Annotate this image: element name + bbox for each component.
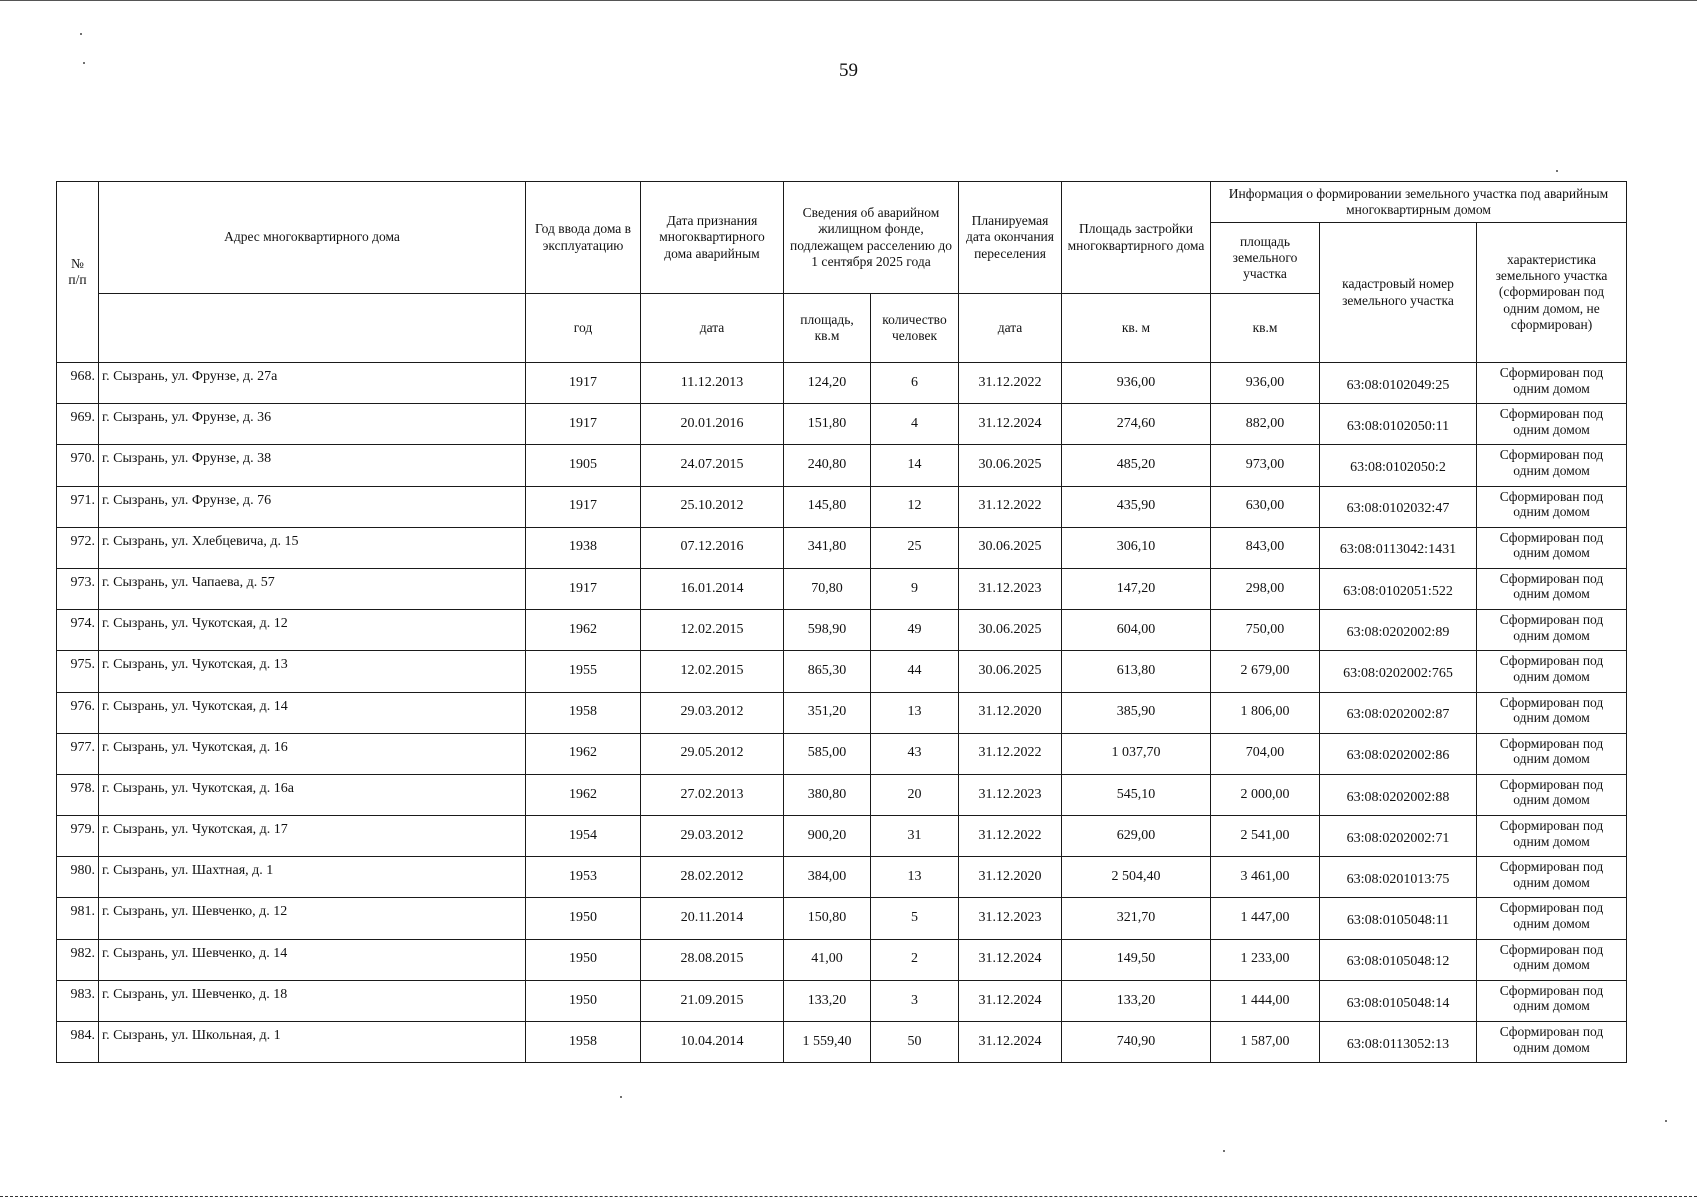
land-area-cell: 704,00 bbox=[1211, 733, 1320, 774]
recognition-date-cell: 28.08.2015 bbox=[641, 939, 784, 980]
land-characteristic-cell: Сформирован под одним домом bbox=[1477, 445, 1627, 486]
header-planned-date: Планируемая дата окончания переселения bbox=[959, 182, 1062, 294]
year-cell: 1950 bbox=[526, 939, 641, 980]
row-number: 977. bbox=[57, 733, 99, 774]
people-count-cell: 44 bbox=[871, 651, 959, 692]
area-cell: 865,30 bbox=[784, 651, 871, 692]
recognition-date-cell: 29.05.2012 bbox=[641, 733, 784, 774]
header-land-area: площадь земельного участка bbox=[1211, 223, 1320, 294]
area-cell: 133,20 bbox=[784, 980, 871, 1021]
scan-edge-bottom bbox=[0, 1196, 1697, 1197]
building-area-cell: 2 504,40 bbox=[1062, 857, 1211, 898]
planned-date-cell: 30.06.2025 bbox=[959, 610, 1062, 651]
planned-date-cell: 31.12.2024 bbox=[959, 404, 1062, 445]
row-number: 973. bbox=[57, 568, 99, 609]
area-cell: 145,80 bbox=[784, 486, 871, 527]
table-row bbox=[57, 774, 1627, 815]
land-area-cell: 2 679,00 bbox=[1211, 651, 1320, 692]
cadastral-number-cell: 63:08:0201013:75 bbox=[1320, 857, 1477, 898]
year-cell: 1917 bbox=[526, 486, 641, 527]
table-row bbox=[57, 651, 1627, 692]
cadastral-number-cell: 63:08:0102050:2 bbox=[1320, 445, 1477, 486]
planned-date-cell: 31.12.2024 bbox=[959, 1022, 1062, 1063]
cadastral-number-cell: 63:08:0105048:12 bbox=[1320, 939, 1477, 980]
year-cell: 1954 bbox=[526, 816, 641, 857]
area-cell: 585,00 bbox=[784, 733, 871, 774]
recognition-date-cell: 16.01.2014 bbox=[641, 568, 784, 609]
recognition-date-cell: 07.12.2016 bbox=[641, 527, 784, 568]
land-characteristic-cell: Сформирован под одним домом bbox=[1477, 610, 1627, 651]
people-count-cell: 3 bbox=[871, 980, 959, 1021]
header-address-blank bbox=[99, 294, 526, 363]
people-count-cell: 20 bbox=[871, 774, 959, 815]
area-cell: 900,20 bbox=[784, 816, 871, 857]
area-cell: 150,80 bbox=[784, 898, 871, 939]
year-cell: 1955 bbox=[526, 651, 641, 692]
building-area-cell: 133,20 bbox=[1062, 980, 1211, 1021]
address-cell: г. Сызрань, ул. Шахтная, д. 1 bbox=[99, 857, 526, 898]
building-area-cell: 1 037,70 bbox=[1062, 733, 1211, 774]
land-characteristic-cell: Сформирован под одним домом bbox=[1477, 651, 1627, 692]
land-area-cell: 298,00 bbox=[1211, 568, 1320, 609]
recognition-date-cell: 12.02.2015 bbox=[641, 651, 784, 692]
recognition-date-cell: 25.10.2012 bbox=[641, 486, 784, 527]
address-cell: г. Сызрань, ул. Чукотская, д. 12 bbox=[99, 610, 526, 651]
cadastral-number-cell: 63:08:0105048:11 bbox=[1320, 898, 1477, 939]
land-area-cell: 936,00 bbox=[1211, 363, 1320, 404]
year-cell: 1953 bbox=[526, 857, 641, 898]
people-count-cell: 43 bbox=[871, 733, 959, 774]
header-land-char: характеристика земельного участка (сформирован под одним домом, не сформирован) bbox=[1477, 223, 1627, 363]
building-area-cell: 149,50 bbox=[1062, 939, 1211, 980]
cadastral-number-cell: 63:08:0102050:11 bbox=[1320, 404, 1477, 445]
scan-speck bbox=[1556, 170, 1558, 172]
recognition-date-cell: 24.07.2015 bbox=[641, 445, 784, 486]
area-cell: 41,00 bbox=[784, 939, 871, 980]
table-row bbox=[57, 898, 1627, 939]
cadastral-number-cell: 63:08:0202002:89 bbox=[1320, 610, 1477, 651]
land-area-cell: 1 233,00 bbox=[1211, 939, 1320, 980]
row-number: 968. bbox=[57, 363, 99, 404]
row-number: 970. bbox=[57, 445, 99, 486]
row-number: 980. bbox=[57, 857, 99, 898]
year-cell: 1950 bbox=[526, 980, 641, 1021]
row-number: 969. bbox=[57, 404, 99, 445]
planned-date-cell: 31.12.2024 bbox=[959, 939, 1062, 980]
area-cell: 1 559,40 bbox=[784, 1022, 871, 1063]
cadastral-number-cell: 63:08:0105048:14 bbox=[1320, 980, 1477, 1021]
table-row bbox=[57, 568, 1627, 609]
building-area-cell: 604,00 bbox=[1062, 610, 1211, 651]
header-cadastral: кадастровый номер земельного участка bbox=[1320, 223, 1477, 363]
area-cell: 70,80 bbox=[784, 568, 871, 609]
header-people-unit: количество человек bbox=[871, 294, 959, 363]
table-row bbox=[57, 486, 1627, 527]
address-cell: г. Сызрань, ул. Фрунзе, д. 27а bbox=[99, 363, 526, 404]
year-cell: 1950 bbox=[526, 898, 641, 939]
planned-date-cell: 31.12.2022 bbox=[959, 733, 1062, 774]
people-count-cell: 50 bbox=[871, 1022, 959, 1063]
scan-speck bbox=[1665, 1120, 1667, 1122]
cadastral-number-cell: 63:08:0113042:1431 bbox=[1320, 527, 1477, 568]
table-header bbox=[57, 182, 1627, 363]
people-count-cell: 13 bbox=[871, 857, 959, 898]
recognition-date-cell: 20.01.2016 bbox=[641, 404, 784, 445]
land-characteristic-cell: Сформирован под одним домом bbox=[1477, 1022, 1627, 1063]
row-number: 983. bbox=[57, 980, 99, 1021]
land-characteristic-cell: Сформирован под одним домом bbox=[1477, 774, 1627, 815]
area-cell: 341,80 bbox=[784, 527, 871, 568]
recognition-date-cell: 10.04.2014 bbox=[641, 1022, 784, 1063]
header-recognition-date: Дата признания многоквартирного дома аварийным bbox=[641, 182, 784, 294]
recognition-date-cell: 11.12.2013 bbox=[641, 363, 784, 404]
address-cell: г. Сызрань, ул. Шевченко, д. 14 bbox=[99, 939, 526, 980]
row-number: 971. bbox=[57, 486, 99, 527]
header-num: № п/п bbox=[57, 182, 99, 363]
address-cell: г. Сызрань, ул. Школьная, д. 1 bbox=[99, 1022, 526, 1063]
header-year-built: Год ввода дома в эксплуатацию bbox=[526, 182, 641, 294]
recognition-date-cell: 27.02.2013 bbox=[641, 774, 784, 815]
land-area-cell: 973,00 bbox=[1211, 445, 1320, 486]
header-building-area-unit: кв. м bbox=[1062, 294, 1211, 363]
cadastral-number-cell: 63:08:0202002:86 bbox=[1320, 733, 1477, 774]
land-area-cell: 1 444,00 bbox=[1211, 980, 1320, 1021]
land-characteristic-cell: Сформирован под одним домом bbox=[1477, 363, 1627, 404]
land-characteristic-cell: Сформирован под одним домом bbox=[1477, 939, 1627, 980]
table-row bbox=[57, 363, 1627, 404]
land-area-cell: 2 541,00 bbox=[1211, 816, 1320, 857]
year-cell: 1917 bbox=[526, 404, 641, 445]
planned-date-cell: 31.12.2023 bbox=[959, 568, 1062, 609]
row-number: 972. bbox=[57, 527, 99, 568]
planned-date-cell: 31.12.2022 bbox=[959, 816, 1062, 857]
scan-speck bbox=[83, 62, 85, 64]
planned-date-cell: 31.12.2023 bbox=[959, 774, 1062, 815]
recognition-date-cell: 20.11.2014 bbox=[641, 898, 784, 939]
header-year-unit: год bbox=[526, 294, 641, 363]
people-count-cell: 31 bbox=[871, 816, 959, 857]
address-cell: г. Сызрань, ул. Хлебцевича, д. 15 bbox=[99, 527, 526, 568]
cadastral-number-cell: 63:08:0113052:13 bbox=[1320, 1022, 1477, 1063]
land-area-cell: 1 447,00 bbox=[1211, 898, 1320, 939]
land-characteristic-cell: Сформирован под одним домом bbox=[1477, 733, 1627, 774]
address-cell: г. Сызрань, ул. Шевченко, д. 18 bbox=[99, 980, 526, 1021]
building-area-cell: 385,90 bbox=[1062, 692, 1211, 733]
header-area-unit: площадь, кв.м bbox=[784, 294, 871, 363]
table-row bbox=[57, 1022, 1627, 1063]
recognition-date-cell: 21.09.2015 bbox=[641, 980, 784, 1021]
area-cell: 351,20 bbox=[784, 692, 871, 733]
year-cell: 1958 bbox=[526, 692, 641, 733]
recognition-date-cell: 29.03.2012 bbox=[641, 692, 784, 733]
table-row bbox=[57, 404, 1627, 445]
table-row bbox=[57, 733, 1627, 774]
header-recognition-unit: дата bbox=[641, 294, 784, 363]
land-characteristic-cell: Сформирован под одним домом bbox=[1477, 816, 1627, 857]
people-count-cell: 9 bbox=[871, 568, 959, 609]
building-area-cell: 545,10 bbox=[1062, 774, 1211, 815]
land-area-cell: 1 806,00 bbox=[1211, 692, 1320, 733]
people-count-cell: 12 bbox=[871, 486, 959, 527]
year-cell: 1962 bbox=[526, 610, 641, 651]
year-cell: 1962 bbox=[526, 774, 641, 815]
land-characteristic-cell: Сформирован под одним домом bbox=[1477, 980, 1627, 1021]
address-cell: г. Сызрань, ул. Шевченко, д. 12 bbox=[99, 898, 526, 939]
people-count-cell: 5 bbox=[871, 898, 959, 939]
area-cell: 240,80 bbox=[784, 445, 871, 486]
recognition-date-cell: 12.02.2015 bbox=[641, 610, 784, 651]
planned-date-cell: 31.12.2020 bbox=[959, 857, 1062, 898]
planned-date-cell: 31.12.2022 bbox=[959, 486, 1062, 527]
people-count-cell: 4 bbox=[871, 404, 959, 445]
table-row bbox=[57, 816, 1627, 857]
cadastral-number-cell: 63:08:0102049:25 bbox=[1320, 363, 1477, 404]
year-cell: 1962 bbox=[526, 733, 641, 774]
address-cell: г. Сызрань, ул. Чукотская, д. 13 bbox=[99, 651, 526, 692]
people-count-cell: 13 bbox=[871, 692, 959, 733]
table-row bbox=[57, 980, 1627, 1021]
land-characteristic-cell: Сформирован под одним домом bbox=[1477, 568, 1627, 609]
scan-speck bbox=[1223, 1150, 1225, 1152]
land-characteristic-cell: Сформирован под одним домом bbox=[1477, 898, 1627, 939]
address-cell: г. Сызрань, ул. Чапаева, д. 57 bbox=[99, 568, 526, 609]
year-cell: 1958 bbox=[526, 1022, 641, 1063]
building-area-cell: 613,80 bbox=[1062, 651, 1211, 692]
address-cell: г. Сызрань, ул. Чукотская, д. 16а bbox=[99, 774, 526, 815]
land-characteristic-cell: Сформирован под одним домом bbox=[1477, 486, 1627, 527]
year-cell: 1938 bbox=[526, 527, 641, 568]
building-area-cell: 936,00 bbox=[1062, 363, 1211, 404]
area-cell: 151,80 bbox=[784, 404, 871, 445]
planned-date-cell: 30.06.2025 bbox=[959, 445, 1062, 486]
area-cell: 384,00 bbox=[784, 857, 871, 898]
people-count-cell: 6 bbox=[871, 363, 959, 404]
building-area-cell: 147,20 bbox=[1062, 568, 1211, 609]
building-area-cell: 629,00 bbox=[1062, 816, 1211, 857]
building-area-cell: 740,90 bbox=[1062, 1022, 1211, 1063]
cadastral-number-cell: 63:08:0102032:47 bbox=[1320, 486, 1477, 527]
cadastral-number-cell: 63:08:0202002:71 bbox=[1320, 816, 1477, 857]
land-area-cell: 2 000,00 bbox=[1211, 774, 1320, 815]
row-number: 975. bbox=[57, 651, 99, 692]
row-number: 979. bbox=[57, 816, 99, 857]
scan-speck bbox=[80, 33, 82, 35]
land-area-cell: 750,00 bbox=[1211, 610, 1320, 651]
planned-date-cell: 30.06.2025 bbox=[959, 651, 1062, 692]
land-characteristic-cell: Сформирован под одним домом bbox=[1477, 857, 1627, 898]
header-emergency-fund: Сведения об аварийном жилищном фонде, подлежащем расселению до 1 сентября 2025 года bbox=[784, 182, 959, 294]
page-number: 59 bbox=[839, 60, 858, 81]
building-area-cell: 485,20 bbox=[1062, 445, 1211, 486]
table-row bbox=[57, 939, 1627, 980]
row-number: 982. bbox=[57, 939, 99, 980]
row-number: 984. bbox=[57, 1022, 99, 1063]
planned-date-cell: 30.06.2025 bbox=[959, 527, 1062, 568]
cadastral-number-cell: 63:08:0202002:88 bbox=[1320, 774, 1477, 815]
land-characteristic-cell: Сформирован под одним домом bbox=[1477, 527, 1627, 568]
area-cell: 124,20 bbox=[784, 363, 871, 404]
address-cell: г. Сызрань, ул. Фрунзе, д. 76 bbox=[99, 486, 526, 527]
address-cell: г. Сызрань, ул. Чукотская, д. 14 bbox=[99, 692, 526, 733]
table-row bbox=[57, 857, 1627, 898]
recognition-date-cell: 28.02.2012 bbox=[641, 857, 784, 898]
planned-date-cell: 31.12.2024 bbox=[959, 980, 1062, 1021]
header-land-area-unit: кв.м bbox=[1211, 294, 1320, 363]
emergency-housing-table bbox=[56, 181, 1627, 1063]
land-area-cell: 882,00 bbox=[1211, 404, 1320, 445]
table-row bbox=[57, 445, 1627, 486]
scan-speck bbox=[620, 1096, 622, 1098]
cadastral-number-cell: 63:08:0102051:522 bbox=[1320, 568, 1477, 609]
address-cell: г. Сызрань, ул. Чукотская, д. 16 bbox=[99, 733, 526, 774]
people-count-cell: 49 bbox=[871, 610, 959, 651]
recognition-date-cell: 29.03.2012 bbox=[641, 816, 784, 857]
table-row bbox=[57, 692, 1627, 733]
row-number: 976. bbox=[57, 692, 99, 733]
table-row bbox=[57, 610, 1627, 651]
people-count-cell: 2 bbox=[871, 939, 959, 980]
cadastral-number-cell: 63:08:0202002:87 bbox=[1320, 692, 1477, 733]
row-number: 981. bbox=[57, 898, 99, 939]
building-area-cell: 321,70 bbox=[1062, 898, 1211, 939]
row-number: 978. bbox=[57, 774, 99, 815]
land-area-cell: 630,00 bbox=[1211, 486, 1320, 527]
land-characteristic-cell: Сформирован под одним домом bbox=[1477, 692, 1627, 733]
table-body bbox=[57, 363, 1627, 1063]
people-count-cell: 14 bbox=[871, 445, 959, 486]
planned-date-cell: 31.12.2023 bbox=[959, 898, 1062, 939]
land-characteristic-cell: Сформирован под одним домом bbox=[1477, 404, 1627, 445]
planned-date-cell: 31.12.2022 bbox=[959, 363, 1062, 404]
address-cell: г. Сызрань, ул. Фрунзе, д. 36 bbox=[99, 404, 526, 445]
building-area-cell: 306,10 bbox=[1062, 527, 1211, 568]
table-row bbox=[57, 527, 1627, 568]
address-cell: г. Сызрань, ул. Чукотская, д. 17 bbox=[99, 816, 526, 857]
address-cell: г. Сызрань, ул. Фрунзе, д. 38 bbox=[99, 445, 526, 486]
row-number: 974. bbox=[57, 610, 99, 651]
people-count-cell: 25 bbox=[871, 527, 959, 568]
planned-date-cell: 31.12.2020 bbox=[959, 692, 1062, 733]
header-land-info: Информация о формировании земельного участка под аварийным многоквартирным домом bbox=[1211, 182, 1627, 223]
building-area-cell: 435,90 bbox=[1062, 486, 1211, 527]
header-building-area: Площадь застройки многоквартирного дома bbox=[1062, 182, 1211, 294]
scan-edge-top bbox=[0, 0, 1697, 1]
area-cell: 380,80 bbox=[784, 774, 871, 815]
cadastral-number-cell: 63:08:0202002:765 bbox=[1320, 651, 1477, 692]
header-planned-unit: дата bbox=[959, 294, 1062, 363]
land-area-cell: 3 461,00 bbox=[1211, 857, 1320, 898]
year-cell: 1917 bbox=[526, 363, 641, 404]
header-address: Адрес многоквартирного дома bbox=[99, 182, 526, 294]
year-cell: 1917 bbox=[526, 568, 641, 609]
land-area-cell: 1 587,00 bbox=[1211, 1022, 1320, 1063]
year-cell: 1905 bbox=[526, 445, 641, 486]
building-area-cell: 274,60 bbox=[1062, 404, 1211, 445]
area-cell: 598,90 bbox=[784, 610, 871, 651]
land-area-cell: 843,00 bbox=[1211, 527, 1320, 568]
